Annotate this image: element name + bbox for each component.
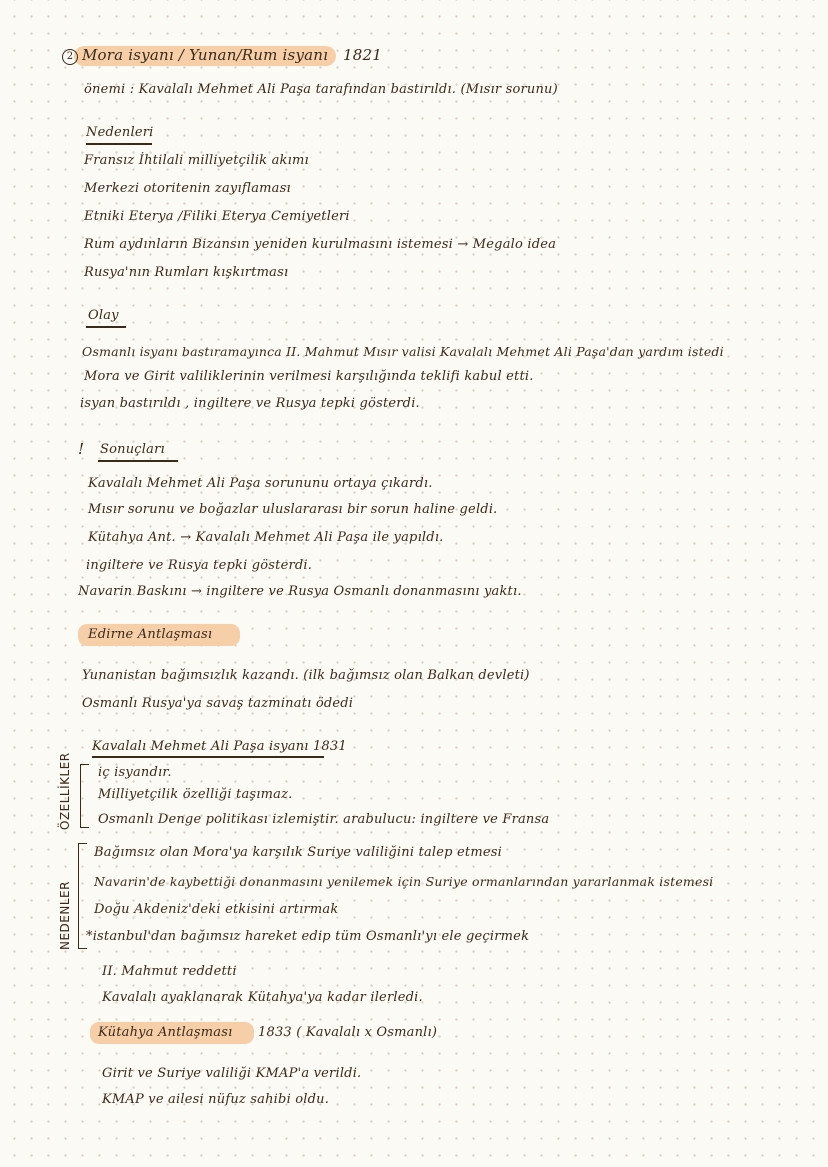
section-title: [62, 46, 382, 65]
sonuclari-heading: Sonuçları: [100, 442, 165, 457]
sonuclari-line: ingiltere ve Rusya tepki gösterdi.: [86, 558, 313, 573]
edirne-line: Osmanlı Rusya'ya savaş tazminatı ödedi: [82, 696, 354, 711]
olay-heading: Olay: [88, 308, 119, 323]
nedenleri-heading: Nedenleri: [86, 125, 154, 140]
kavalali-title: Kavalalı Mehmet Ali Paşa isyanı 1831: [92, 739, 347, 754]
edirne-line: Yunanistan bağımsızlık kazandı. (ilk bağımsız olan Balkan devleti): [82, 668, 530, 683]
ozellikler-bracket: [80, 764, 89, 828]
nedenler-label: NEDENLER: [58, 881, 72, 950]
kavalali-after: Kavalalı ayaklanarak Kütahya'ya kadar ilerledi.: [102, 990, 423, 1005]
nedenler-item: Bağımsız olan Mora'ya karşılık Suriye valiliğini talep etmesi: [94, 845, 502, 860]
important-mark-icon: !: [78, 440, 85, 458]
edirne-heading: Edirne Antlaşması: [88, 627, 213, 642]
nedenleri-item: Rusya'nın Rumları kışkırtması: [84, 265, 289, 280]
kutahya-heading: Kütahya Antlaşması: [98, 1025, 233, 1040]
kavalali-underline: [92, 756, 324, 758]
nedenleri-item: Fransız İhtilali milliyetçilik akımı: [84, 153, 309, 168]
nedenler-item: *istanbul'dan bağımsız hareket edip tüm Osmanlı'yı ele geçirmek: [86, 929, 530, 944]
kutahya-line: Girit ve Suriye valiliği KMAP'a verildi.: [102, 1066, 362, 1081]
sonuclari-line: Mısır sorunu ve boğazlar uluslararası bir sorun haline geldi.: [88, 502, 498, 517]
section-year: 1821: [343, 46, 383, 64]
nedenleri-item: Etniki Eterya /Filiki Eterya Cemiyetleri: [84, 209, 350, 224]
nedenler-item: Doğu Akdeniz'deki etkisini artırmak: [94, 902, 339, 917]
onemi-line: önemi : Kavalalı Mehmet Ali Paşa tarafından bastırıldı. (Mısır sorunu): [84, 82, 558, 97]
kutahya-suffix: 1833 ( Kavalalı x Osmanlı): [258, 1025, 438, 1040]
olay-line: isyan bastırıldı , ingiltere ve Rusya tepki gösterdi.: [80, 396, 420, 411]
section-title-text: Mora isyanı / Yunan/Rum isyanı: [82, 46, 329, 64]
section-number: 2: [62, 49, 78, 65]
sonuclari-underline: [98, 460, 178, 462]
kavalali-after: II. Mahmut reddetti: [102, 964, 237, 979]
nedenleri-item: Merkezi otoritenin zayıflaması: [84, 181, 291, 196]
sonuclari-line: Kavalalı Mehmet Ali Paşa sorununu ortaya çıkardı.: [88, 476, 433, 491]
ozellikler-item: iç isyandır.: [98, 765, 172, 780]
sonuclari-line: Navarin Baskını → ingiltere ve Rusya Osmanlı donanmasını yaktı.: [78, 584, 522, 599]
ozellikler-label: ÖZELLİKLER: [58, 752, 72, 830]
ozellikler-item: Milliyetçilik özelliği taşımaz.: [98, 787, 293, 802]
sonuclari-line: Kütahya Ant. → Kavalalı Mehmet Ali Paşa ile yapıldı.: [88, 530, 444, 545]
kutahya-line: KMAP ve ailesi nüfuz sahibi oldu.: [102, 1092, 330, 1107]
nedenler-item: Navarin'de kaybettiği donanmasını yenilemek için Suriye ormanlarından yararlanmak istemesi: [94, 874, 714, 889]
olay-line: Mora ve Girit valiliklerinin verilmesi karşılığında teklifi kabul etti.: [84, 369, 534, 384]
nedenleri-underline: [86, 143, 152, 145]
olay-line: Osmanlı isyanı bastıramayınca II. Mahmut Mısır valisi Kavalalı Mehmet Ali Paşa'dan yardım istedi: [82, 344, 724, 359]
olay-underline: [86, 326, 126, 328]
ozellikler-item: Osmanlı Denge politikası izlemiştir. arabulucu: ingiltere ve Fransa: [98, 812, 550, 827]
nedenleri-item: Rum aydınların Bizansın yeniden kurulmasını istemesi → Megalo idea: [84, 237, 557, 252]
